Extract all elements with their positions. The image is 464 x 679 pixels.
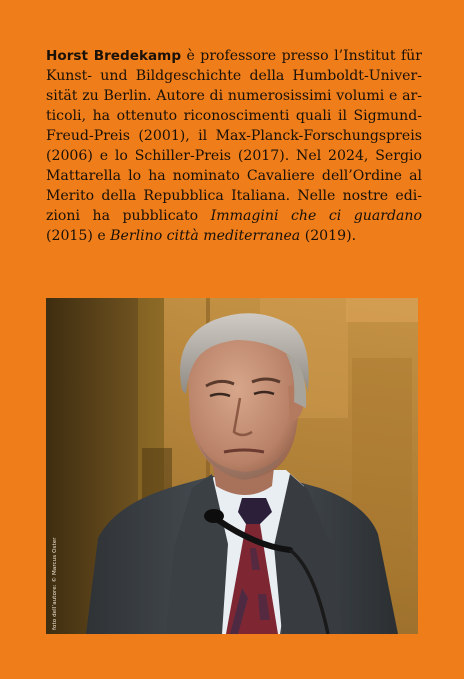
book-title-1: Immagini che ci guardano (210, 208, 422, 224)
bio-text-1: è professore presso l’Institut für Kunst- und Bildgeschichte della Humboldt-Universität zu Berlin. Autore di numerosissimi volumi e articoli, ha ottenuto riconoscimenti quali il Sigmund-Freud-Preis (2001), il Max-Planck-Forschungspreis (2006) e lo Schiller-Preis (2017). Nel 2024, Sergio Mattarella lo ha nominato Cavaliere dell’Ordine al Merito della Repubblica Italiana. Nelle nostre edizioni ha pubblicato (46, 48, 422, 224)
bio-text-3: (2019). (300, 228, 357, 244)
book-title-2: Berlino città mediterranea (110, 228, 301, 244)
bio-text-2: (2015) e (46, 228, 111, 244)
author-photo (46, 298, 418, 634)
author-bio (46, 46, 422, 246)
author-name: Horst Bredekamp (46, 48, 182, 64)
photo-credit: foto dell’autore: © Marcus Oster (52, 537, 58, 630)
